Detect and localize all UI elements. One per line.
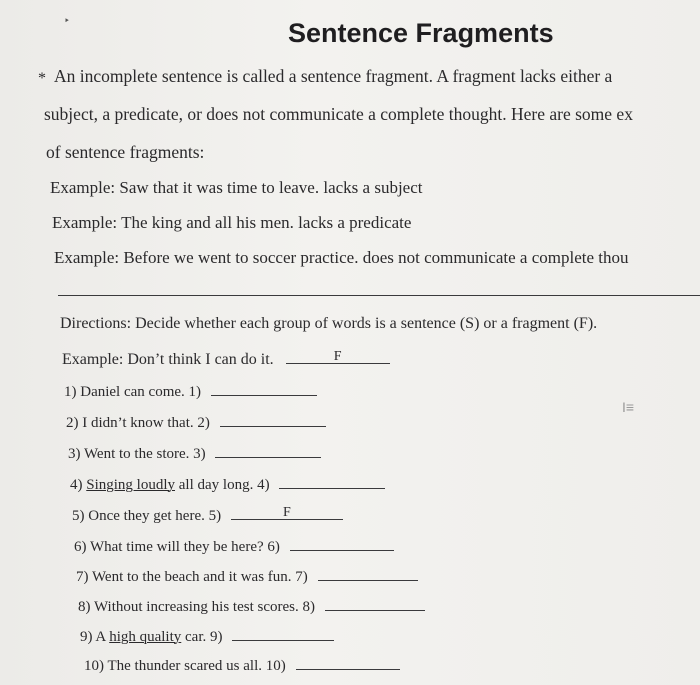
intro-line-2: subject, a predicate, or does not communicate a complete thought. Here are some ex xyxy=(44,104,633,124)
example-text: Before we went to soccer practice. xyxy=(123,248,359,267)
question-3 xyxy=(68,443,321,463)
answer-blank[interactable] xyxy=(325,596,425,611)
question-text: 1) Daniel can come. 1) xyxy=(64,384,202,400)
question-suffix: all day long. 4) xyxy=(175,477,270,493)
example-line-1 xyxy=(50,178,423,198)
question-1 xyxy=(64,381,317,401)
question-text: 3) Went to the store. 3) xyxy=(68,446,206,462)
question-text: 5) Once they get here. 5) xyxy=(72,508,222,524)
question-text: 7) Went to the beach and it was fun. 7) xyxy=(76,569,308,585)
example-text: Saw that it was time to leave. xyxy=(119,178,320,197)
answer-blank[interactable] xyxy=(220,412,326,427)
question-5 xyxy=(72,505,343,525)
example-note: does not communicate a complete thou xyxy=(362,248,629,267)
example-line-2 xyxy=(52,213,411,233)
example-item xyxy=(62,349,390,369)
question-6 xyxy=(74,536,394,556)
question-7 xyxy=(76,566,418,586)
question-text: 2) I didn’t know that. 2) xyxy=(66,415,210,431)
example-answer: F xyxy=(333,349,342,364)
answer-blank[interactable] xyxy=(290,536,394,551)
intro-line-3: of sentence fragments: xyxy=(46,142,205,162)
answer-blank[interactable] xyxy=(232,626,334,641)
intro-line-1: An incomplete sentence is called a sentence fragment. A fragment lacks either a xyxy=(54,66,613,86)
question-underlined: high quality xyxy=(109,629,182,645)
answer-blank[interactable] xyxy=(231,505,343,520)
example-line-3 xyxy=(54,248,629,268)
directions-text: Directions: Decide whether each group of words is a sentence (S) or a fragment (F). xyxy=(60,315,598,332)
example-note: lacks a subject xyxy=(323,178,423,197)
answer-text: F xyxy=(282,505,291,520)
example-item-text: Example: Don’t think I can do it. xyxy=(62,351,274,368)
question-underlined: Singing loudly xyxy=(86,477,176,493)
answer-blank[interactable] xyxy=(296,655,400,670)
answer-blank[interactable] xyxy=(318,566,418,581)
example-label: Example: xyxy=(52,213,118,232)
bullet-asterisk: * xyxy=(38,70,46,87)
text-cursor-icon: I≡ xyxy=(622,399,635,415)
question-prefix: 4) xyxy=(70,477,87,493)
example-label: Example: xyxy=(54,248,120,267)
question-4 xyxy=(70,474,385,494)
question-text: 8) Without increasing his test scores. 8) xyxy=(78,599,315,615)
question-9 xyxy=(80,626,334,646)
divider-line xyxy=(58,295,700,296)
question-8 xyxy=(78,596,425,616)
example-answer-blank xyxy=(286,349,390,364)
answer-blank[interactable] xyxy=(211,381,317,396)
page-title: Sentence Fragments xyxy=(288,18,554,48)
answer-blank[interactable] xyxy=(279,474,385,489)
question-2 xyxy=(66,412,326,432)
example-label: Example: xyxy=(50,178,116,197)
question-prefix: 9) A xyxy=(80,629,110,645)
question-10 xyxy=(84,655,400,675)
question-suffix: car. 9) xyxy=(181,629,223,645)
example-note: lacks a predicate xyxy=(298,213,412,232)
question-text: 6) What time will they be here? 6) xyxy=(74,539,280,555)
answer-blank[interactable] xyxy=(215,443,321,458)
question-text: 10) The thunder scared us all. 10) xyxy=(84,658,286,674)
example-text: The king and all his men. xyxy=(121,213,294,232)
pen-mark: ‣ xyxy=(64,16,70,27)
